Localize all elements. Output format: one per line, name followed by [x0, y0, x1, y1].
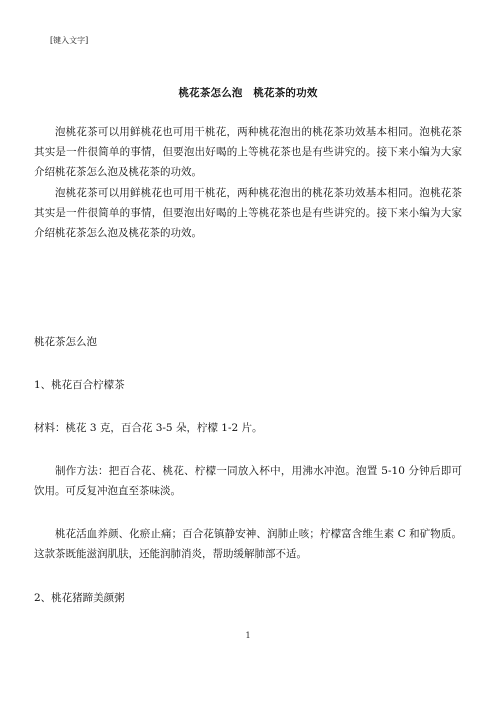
recipe-1-materials: 材料：桃花 3 克，百合花 3-5 朵，柠檬 1-2 片。	[34, 422, 263, 434]
recipe-1-title-block	[34, 375, 462, 395]
header-placeholder-text: [键入文字]	[50, 36, 89, 45]
recipe-1-effects: 桃花活血养颜、化瘀止痛；百合花镇静安神、润肺止咳；柠檬富含维生素 C 和矿物质。这款茶既能滋润肌肤，还能润肺消炎，帮助缓解肺部不适。	[34, 528, 462, 560]
recipe-1-method-block	[34, 461, 462, 501]
document-title: 桃花茶怎么泡 桃花茶的功效	[178, 87, 318, 99]
intro-paragraph-2: 泡桃花茶可以用鲜桃花也可用干桃花，两种桃花泡出的桃花茶功效基本相同。泡桃花茶其实是一件很简单的事情，但要泡出好喝的上等桃花茶也是有些讲究的。接下来小编为大家介绍桃花茶怎么泡及桃花茶的功效。	[34, 187, 462, 239]
recipe-2-title-block	[34, 588, 462, 608]
recipe-2-title: 2、桃花猪蹄美颜粥	[34, 592, 125, 604]
section-heading: 桃花茶怎么泡	[34, 336, 97, 348]
section-heading-block	[34, 332, 462, 352]
recipe-1-method: 制作方法：把百合花、桃花、柠檬一同放入杯中，用沸水冲泡。泡置 5-10 分钟后即可饮用。可反复冲泡直至茶味淡。	[34, 465, 462, 497]
recipe-1-title: 1、桃花百合柠檬茶	[34, 379, 125, 391]
intro-paragraph-1-block	[34, 122, 462, 182]
recipe-1-materials-block	[34, 418, 462, 438]
recipe-1-effects-block	[34, 524, 462, 564]
intro-paragraph-2-block	[34, 183, 462, 243]
intro-paragraph-1: 泡桃花茶可以用鲜桃花也可用干桃花，两种桃花泡出的桃花茶功效基本相同。泡桃花茶其实是一件很简单的事情，但要泡出好喝的上等桃花茶也是有些讲究的。接下来小编为大家介绍桃花茶怎么泡及桃花茶的功效。	[34, 126, 462, 178]
page-number: 1	[245, 631, 251, 640]
